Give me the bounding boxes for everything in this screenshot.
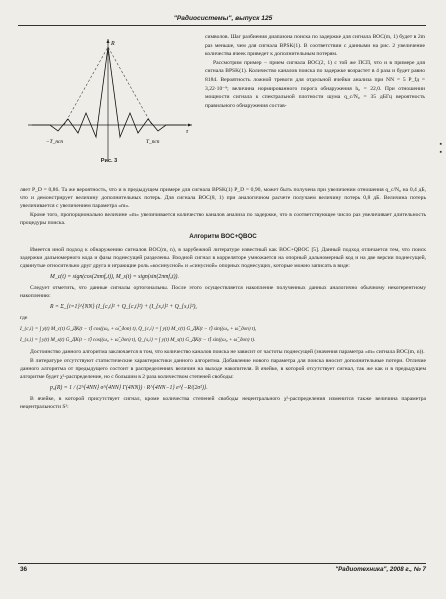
right-column: [205, 33, 425, 110]
x-axis-arrow: [188, 124, 192, 127]
equation-subcarriers: M_c(t) = sign(cos(2πmf₀t)), M_s(t) = sign(sin(2πmf₀t)).: [50, 273, 179, 280]
page-edge-marks: ▪ ▪: [439, 140, 442, 156]
paragraph-channels: Кроме того, пропорционально величине «m» увеличивается количество каналов анализа по задержке, что в соответствующее число раз увеличивает длительность процедуры поиска.: [20, 212, 426, 227]
paragraph-orthogonal: Следует отметить, что данные сигналы ортогональны. После этого осуществляется накопление полученных данных аналогично обычному некогерентному накоплению:: [20, 284, 426, 300]
x-axis-label: τ: [186, 129, 189, 135]
equation-ic-qc: I_{c,i} = ∫ y(t) M_c(t) G_ДК(t − τ̃) cos((ω₀ + ω̃_доп) t), Q_{c,i} = ∫ y(t) M_c(t) G_ДК(t − τ̃) sin((ω₀ + ω̃_доп) t),: [20, 326, 257, 333]
footer-rule: [18, 563, 426, 564]
journal-footer: "Радиотехника", 2008 г., № 7: [335, 566, 426, 573]
where-label: где: [20, 315, 28, 322]
y-axis-label: R: [111, 41, 115, 47]
paragraph-advantage: Достоинство данного алгоритма заключается в том, что количество каналов поиска не зависит от частоты поднесущей (значения параметра «m» сигнала BOC(m, n)).: [30, 348, 425, 355]
main-body: [20, 186, 426, 412]
paragraph-approach: Имеется иной подход к обнаружению сигналов BOC(m, n), в зарубежной литературе известный как BOC+QBOC [5]. Данный подход отличается тем, что поиск задержки дальномерного кода и фазы поднесущей разделены. Входной сигнал в корреляторе умножается на опорный дальномерный код и на две версии поднесущей, сдвинутые относительно друг друга и играющие роль «косинусной» и «синусной» опорных поднесущих, которые можно записать в виде:: [20, 246, 426, 269]
y-axis-arrow: [107, 39, 110, 43]
paragraph-statistics: В литературе отсутствуют статистические характеристики данного алгоритма. Добавление нового параметра для поиска вносит дополнительные потери. Отличие данного алгоритма от предыдущего состоит в распределениях величин на выходе накопителя. В ячейке, в которой отсутствует сигнал, так же как и в предыдущем алгоритме будет χ²-распределение, но с большим в 2 раза количеством степеней свободы:: [20, 357, 426, 380]
continuation-paragraph: ляет P_D = 0,86. Та же вероятность, что и в предыдущем примере для сигнала BPSK(1) P_D = 0,90, может быть получена при увеличении отношения q_c/N₀ на 0,4 дБ, что и демонстрирует величину дополнительных потерь. Для сигнала BOC(8, 1) при аналогичном расчете получаем величину потерь 0,8 дБ. Величина потерь увеличивается с увеличением параметра «m».: [20, 187, 426, 210]
right-col-para-2: Рассмотрим пример − прием сигнала BOC(2, 1) с той же ПСП, что и в примере для сигнала BPSK(1). Количество каналов поиска по задержке возрастет в 4 раза и будет равно 8184. Вероятность ложной тревоги для отдельной ячейки анализа при NN = 5 P_fд = 3,22·10⁻⁹; величина нормированного порога обнаружения h₀ = 22,0. При отношении мощности сигнала к спектральной плотности шума q_c/N₀ = 35 дБГц вероятность правильного обнаружения состав-: [205, 59, 425, 109]
section-title: Алгоритм BOC+QBOC: [189, 233, 257, 241]
figure-caption: Рис. 3: [100, 158, 118, 164]
boc-correlation-curve: [32, 47, 186, 137]
header-rule: [18, 25, 426, 26]
running-header: "Радиосистемы", выпуск 125: [173, 15, 273, 22]
correlation-figure: [20, 33, 198, 165]
right-col-para-1: символов. Шаг разбиения диапазона поиска по задержке для сигнала BOC(m, 1) будет в 2m раз меньше, чем для сигнала BPSK(1). В соответствии с данными на рис. 2 увеличение количества ячеек приведет к дополнительным потерям.: [205, 34, 425, 58]
tick-label-right: T_псп: [146, 139, 160, 145]
equation-chi2-density: p₀(R) = 1 / (2^{4NN} σ^{4NN} Γ(4NN)) · R^{4NN−1} e^{−R/(2σ²)}.: [50, 384, 208, 391]
equation-accumulation: R = Σ_{i=1}^{NN} (I_{c,i}² + Q_{c,i}²) + (I_{s,i}² + Q_{s,i}²),: [50, 304, 197, 311]
equation-is-qs: I_{s,i} = ∫ y(t) M_s(t) G_ДК(t − τ̃) cos((ω₀ + ω̃_доп) t), Q_{s,i} = ∫ y(t) M_s(t) G_ДК(t − τ̃) sin((ω₀ + ω̃_доп) t).: [20, 337, 256, 344]
page-number: 36: [20, 566, 28, 573]
paragraph-noncentral: В ячейке, в которой присутствует сигнал, кроме количества степеней свободы нецентрального χ²-распределения изменится также величина параметра нецентральности S²:: [20, 395, 426, 411]
tick-label-left: −T_псп: [46, 139, 64, 145]
